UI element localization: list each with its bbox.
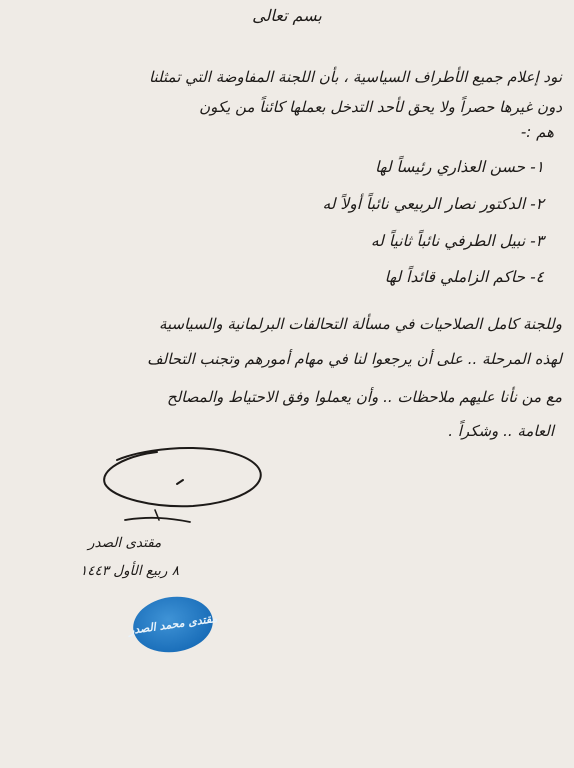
member-item-2: ٢- الدكتور نصار الربيعي نائباً أولاً له [322, 195, 544, 213]
intro-line-2: دون غيرها حصراً ولا يحق لأحد التدخل بعملها كائناً من يكون [199, 98, 562, 116]
member-item-3: ٣- نبيل الطرفي نائباً ثانياً له [370, 232, 544, 250]
basmala-header: بسم تعالى [252, 6, 322, 25]
intro-line-3: هم :- [520, 123, 554, 141]
member-item-4: ٤- حاكم الزاملي قائداً لها [384, 268, 544, 286]
handwritten-signature [95, 440, 275, 530]
intro-line-1: نود إعلام جميع الأطراف السياسية ، بأن اللجنة المفاوضة التي تمثلنا [148, 68, 562, 86]
body-line-4: العامة .. وشكراً . [448, 422, 554, 440]
body-line-1: وللجنة كامل الصلاحيات في مسألة التحالفات البرلمانية والسياسية [158, 315, 562, 333]
letter-date: ٨ ربيع الأول ١٤٤٣ [80, 563, 179, 579]
body-line-3: مع من نأنا عليهم ملاحظات .. وأن يعملوا وفق الاحتياط والمصالح [166, 388, 562, 406]
sender-name: مقتدى الصدر [88, 535, 162, 551]
seal-text: مقتدى محمد الصدر [128, 611, 218, 638]
body-line-2: لهذه المرحلة .. على أن يرجعوا لنا في مهام أمورهم وتجنب التحالف [147, 350, 562, 368]
official-seal [130, 592, 217, 658]
member-item-1: ١- حسن العذاري رئيساً لها [374, 158, 544, 176]
